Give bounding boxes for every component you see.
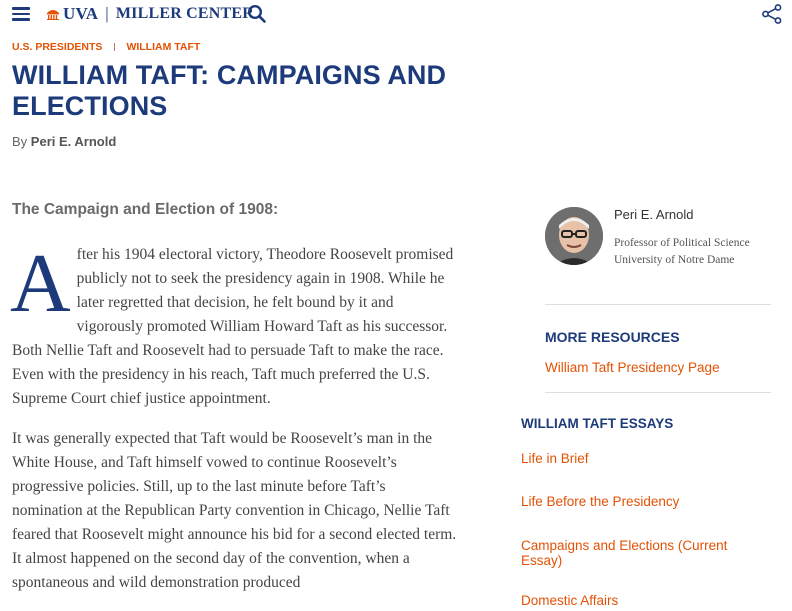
sidebar-divider xyxy=(545,304,771,305)
logo-uva-text: UVA xyxy=(63,4,99,23)
essays-heading: WILLIAM TAFT ESSAYS xyxy=(521,416,674,431)
author-name[interactable]: Peri E. Arnold xyxy=(614,207,694,222)
author-avatar xyxy=(545,207,603,265)
author-title xyxy=(614,235,784,269)
sidebar-divider xyxy=(545,392,771,393)
share-icon[interactable] xyxy=(761,3,783,25)
presidency-page-link[interactable]: William Taft Presidency Page xyxy=(545,360,720,375)
rotunda-logo-icon xyxy=(46,8,60,20)
search-icon[interactable] xyxy=(247,4,267,24)
essay-link-life-before-presidency[interactable]: Life Before the Presidency xyxy=(521,494,680,509)
article-paragraph: It was generally expected that Taft would be Roosevelt’s man in the White House, and Taft himself vowed to continue Roosevelt’s progressive policies. Still, up to the last minute before Taft’s nomination at the Republican Party convention in Chicago, Nellie Taft feared that Roosevelt might announce his bid for a second elected term. It almost happened on the second day of the convention, when a spontaneous and wild demonstration produced xyxy=(12,430,457,591)
logo-miller-center-text: MILLER CENTER xyxy=(115,5,255,22)
logo-separator: | xyxy=(105,4,109,23)
article-body xyxy=(10,237,458,611)
more-resources-heading: MORE RESOURCES xyxy=(545,329,680,345)
paragraph-text: fter his 1904 electoral victory, Theodore Roosevelt promised publicly not to seek the presidency again in 1908. While he later regretted that decision, he felt bound by it and vigorously promoted William Howard Taft as his successor. Both Nellie Taft and Roosevelt had to persuade Taft to make the race. Even with the presidency in his reach, Taft much preferred the U.S. Supreme Court chief justice appointment. xyxy=(12,246,454,407)
section-heading: The Campaign and Election of 1908: xyxy=(12,201,279,218)
breadcrumb xyxy=(12,41,200,53)
author-portrait-icon xyxy=(545,207,603,265)
menu-icon[interactable] xyxy=(12,4,30,22)
byline-prefix: By xyxy=(12,134,28,149)
essay-link-campaigns-elections[interactable]: Campaigns and Elections (Current Essay) xyxy=(521,538,728,568)
site-logo[interactable] xyxy=(46,4,254,24)
drop-cap: A xyxy=(10,237,71,330)
breadcrumb-us-presidents[interactable]: U.S. PRESIDENTS xyxy=(12,41,103,53)
page-title: WILLIAM TAFT: CAMPAIGNS AND ELECTIONS xyxy=(12,60,447,121)
breadcrumb-divider xyxy=(114,43,115,51)
breadcrumb-william-taft[interactable]: WILLIAM TAFT xyxy=(126,41,201,53)
author-title-line: Professor of Political Science xyxy=(614,237,750,249)
author-affiliation-line: University of Notre Dame xyxy=(614,254,735,266)
essay-link-life-in-brief[interactable]: Life in Brief xyxy=(521,451,589,466)
byline-author[interactable]: Peri E. Arnold xyxy=(30,134,117,149)
essay-link-domestic-affairs[interactable]: Domestic Affairs xyxy=(521,593,619,608)
article-paragraph xyxy=(10,237,458,411)
byline xyxy=(12,134,116,149)
site-header xyxy=(0,0,792,30)
